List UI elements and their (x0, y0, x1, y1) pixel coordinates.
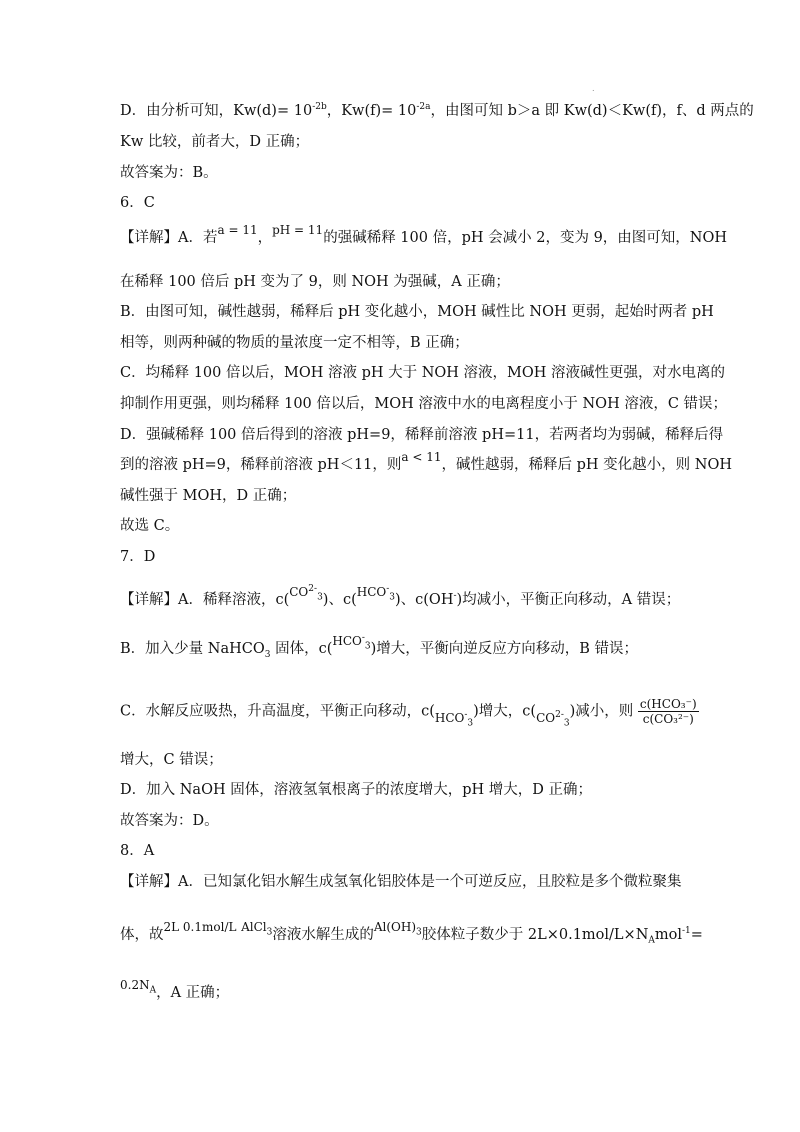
text-line-7: B．由图可知，碱性越弱，稀释后 pH 变化越小，MOH 碱性比 NOH 更弱，起始时两者 pH (120, 304, 714, 320)
text-line-14: 故选 C。 (120, 518, 180, 534)
text-line-6: 在稀释 100 倍后 pH 变为了 9，则 NOH 为强碱，A 正确； (120, 274, 510, 290)
text-line-21: 故答案为：D。 (120, 813, 219, 829)
text-line-11: D．强碱稀释 100 倍后得到的溶液 pH=9，稀释前溶液 pH=11，若两者均为弱碱，稀释后得 (120, 427, 724, 443)
text-line-5: 【详解】A．若$^{a = 11}$，$^{pH = 11}$的强碱稀释 100 倍，pH 会减小 2，变为 9，由图可知，NOH (120, 223, 728, 246)
formula-hco3: HCO-3 (356, 583, 395, 603)
formula-hco3: HCO-3 (332, 633, 371, 652)
text-line-23: 【详解】A．已知氯化铝水解生成氢氧化铝胶体是一个可逆反应，且胶粒是多个微粒聚集 (120, 874, 682, 890)
text-line-18: C．水解反应吸热，升高温度，平衡正向移动，$c(_{HCO^-_3})$增大，$c(_{CO^{2-}_3})$减小，则 $\frac{\text{c(HCO₃⁻)}}{\text{c(CO₃²⁻)}}$ (120, 697, 697, 728)
formula-hco3: HCO-3 (434, 709, 474, 728)
equation-0-2-na: 0.2NA (120, 978, 157, 996)
equation-a-lt-11: a < 11 (401, 450, 442, 464)
text-line-2: Kw 比较，前者大，D 正确； (120, 134, 310, 150)
formula-co3: CO2-3 (536, 709, 570, 728)
equation-a-11: a = 11 (217, 223, 258, 237)
formula-alcl3: AlCl3 (241, 919, 273, 938)
text-line-1: D．由分析可知，$Kw(d)= 10^{-2b}$，$Kw(f)= 10^{-2a}$，由图可知 b＞a 即 Kw(d)＜Kw(f)，f、d 两点的 (120, 102, 754, 119)
text-line-8: 相等，则两种碱的物质的量浓度一定不相等，B 正确； (120, 335, 469, 351)
equation-ph-11: pH = 11 (272, 223, 324, 237)
text-line-9: C．均稀释 100 倍以后，MOH 溶液 pH 大于 NOH 溶液，MOH 溶液碱性更强，对水电离的 (120, 365, 726, 381)
question-number-8: 8．A (120, 843, 155, 859)
equation-volume-concentration: 2L 0.1mol/L (163, 919, 237, 934)
text-line-12: 到的溶液 pH=9，稀释前溶液 pH＜11，则$^{a < 11}$，碱性越弱，稀释后 pH 变化越小，则 NOH (120, 450, 732, 473)
corner-mark: . (592, 84, 595, 93)
text-line-24: 体，故$^{2L 0.1mol/L}$ $^{AlCl_3}$溶液水解生成的$^{Al(OH)_3}$胶体粒子数少于 $2L\times 0.1mol/L\times N_Amol^{-1}=$ (120, 919, 703, 946)
formula-co3: CO2-3 (289, 583, 323, 603)
text-line-19: 增大，C 错误； (120, 752, 223, 768)
text-line-16: 【详解】A．稀释溶液，c($^{CO^{2-}_3}$)、c($^{HCO^-_3}$)、c(OH-)均减小，平衡正向移动，A 错误； (120, 583, 681, 608)
text-line-3: 故答案为：B。 (120, 165, 218, 181)
text-line-20: D．加入 NaOH 固体，溶液氢氧根离子的浓度增大，pH 增大，D 正确； (120, 782, 592, 798)
question-number-6: 6．C (120, 195, 155, 211)
question-number-7: 7．D (120, 549, 156, 565)
text-line-17: B．加入少量 NaHCO$_3$ 固体，c($^{HCO^-_3}$)增大，平衡向逆反应方向移动，B 错误； (120, 633, 639, 660)
concentration-ratio-fraction: $\frac{\text{c(HCO₃⁻)}}{\text{c(CO₃²⁻)}}$ (639, 697, 697, 726)
text-line-25: $^{0.2N_A}$，A 正确； (120, 978, 230, 1001)
text-line-10: 抑制作用更强，则均稀释 100 倍以后，MOH 溶液中水的电离程度小于 NOH 溶液，C 错误； (120, 396, 728, 412)
text-line-13: 碱性强于 MOH，D 正确； (120, 488, 297, 504)
formula-aloh3: Al(OH)3 (373, 919, 422, 938)
